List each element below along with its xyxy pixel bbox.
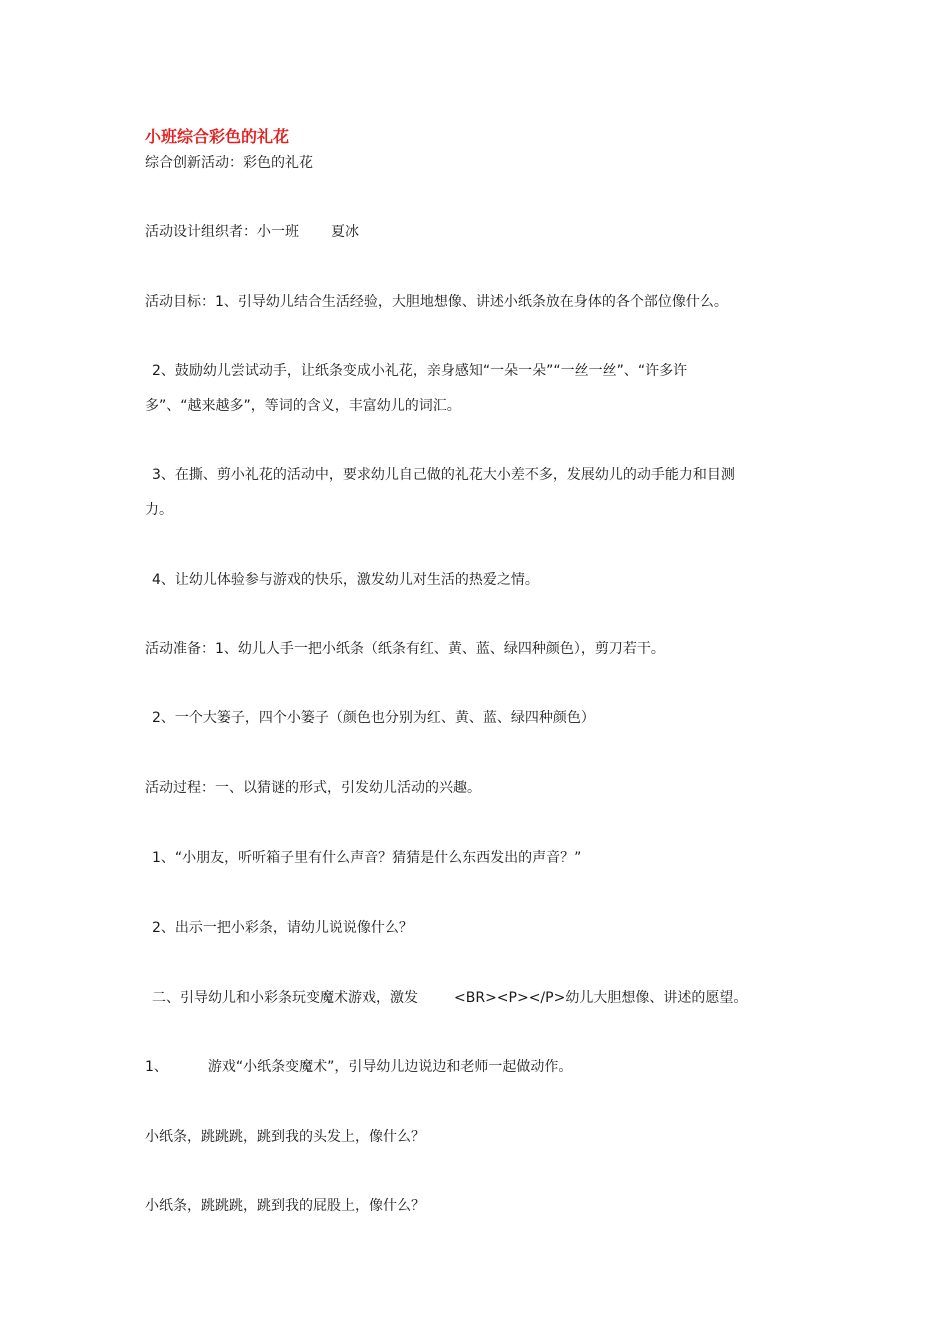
goal-2-line-2: 多”、“越来越多”，等词的含义，丰富幼儿的词汇。: [145, 398, 461, 414]
process-1-1: 1、“小朋友，听听箱子里有什么声音？猜猜是什么东西发出的声音？”: [152, 850, 582, 866]
organizer-line: [145, 222, 359, 242]
goal-1: 活动目标：1、引导幼儿结合生活经验，大胆地想像、讲述小纸条放在身体的各个部位像什么。: [145, 294, 728, 310]
prep-1: 活动准备：1、幼儿人手一把小纸条（纸条有红、黄、蓝、绿四种颜色），剪刀若干。: [145, 641, 665, 657]
rhyme-2: 小纸条，跳跳跳，跳到我的屁股上，像什么？: [145, 1198, 425, 1214]
prep-2: 2、一个大篓子，四个小篓子（颜色也分别为红、黄、蓝、绿四种颜色）: [152, 710, 595, 726]
document-title: 小班综合彩色的礼花: [145, 127, 290, 146]
game-text: 游戏“小纸条变魔术”，引导幼儿边说边和老师一起做动作。: [207, 1059, 573, 1075]
rhyme-1: 小纸条，跳跳跳，跳到我的头发上，像什么？: [145, 1129, 425, 1145]
game-line: [145, 1057, 572, 1077]
goal-3-line-1: 3、在撕、剪小礼花的活动中，要求幼儿自己做的礼花大小差不多，发展幼儿的动手能力和目测: [152, 467, 735, 483]
goal-3-line-2: 力。: [145, 502, 173, 518]
process-2: [152, 988, 747, 1008]
goal-4: 4、让幼儿体验参与游戏的快乐，激发幼儿对生活的热爱之情。: [152, 572, 539, 588]
organizer-name: 夏冰: [331, 224, 359, 240]
game-number: 1、: [145, 1059, 168, 1075]
document-subtitle: 综合创新活动：彩色的礼花: [145, 155, 313, 171]
organizer-label: 活动设计组织者：小一班: [145, 224, 299, 240]
process-2-part-2: <BR><P></P>幼儿大胆想像、讲述的愿望。: [454, 990, 748, 1006]
goal-2-line-1: 2、鼓励幼儿尝试动手，让纸条变成小礼花，亲身感知“一朵一朵”“一丝一丝”、“许多许: [152, 363, 688, 379]
process-1-2: 2、出示一把小彩条，请幼儿说说像什么？: [152, 920, 413, 936]
process-1: 活动过程：一、以猜谜的形式，引发幼儿活动的兴趣。: [145, 780, 481, 796]
process-2-part-1: 二、引导幼儿和小彩条玩变魔术游戏，激发: [152, 990, 418, 1006]
